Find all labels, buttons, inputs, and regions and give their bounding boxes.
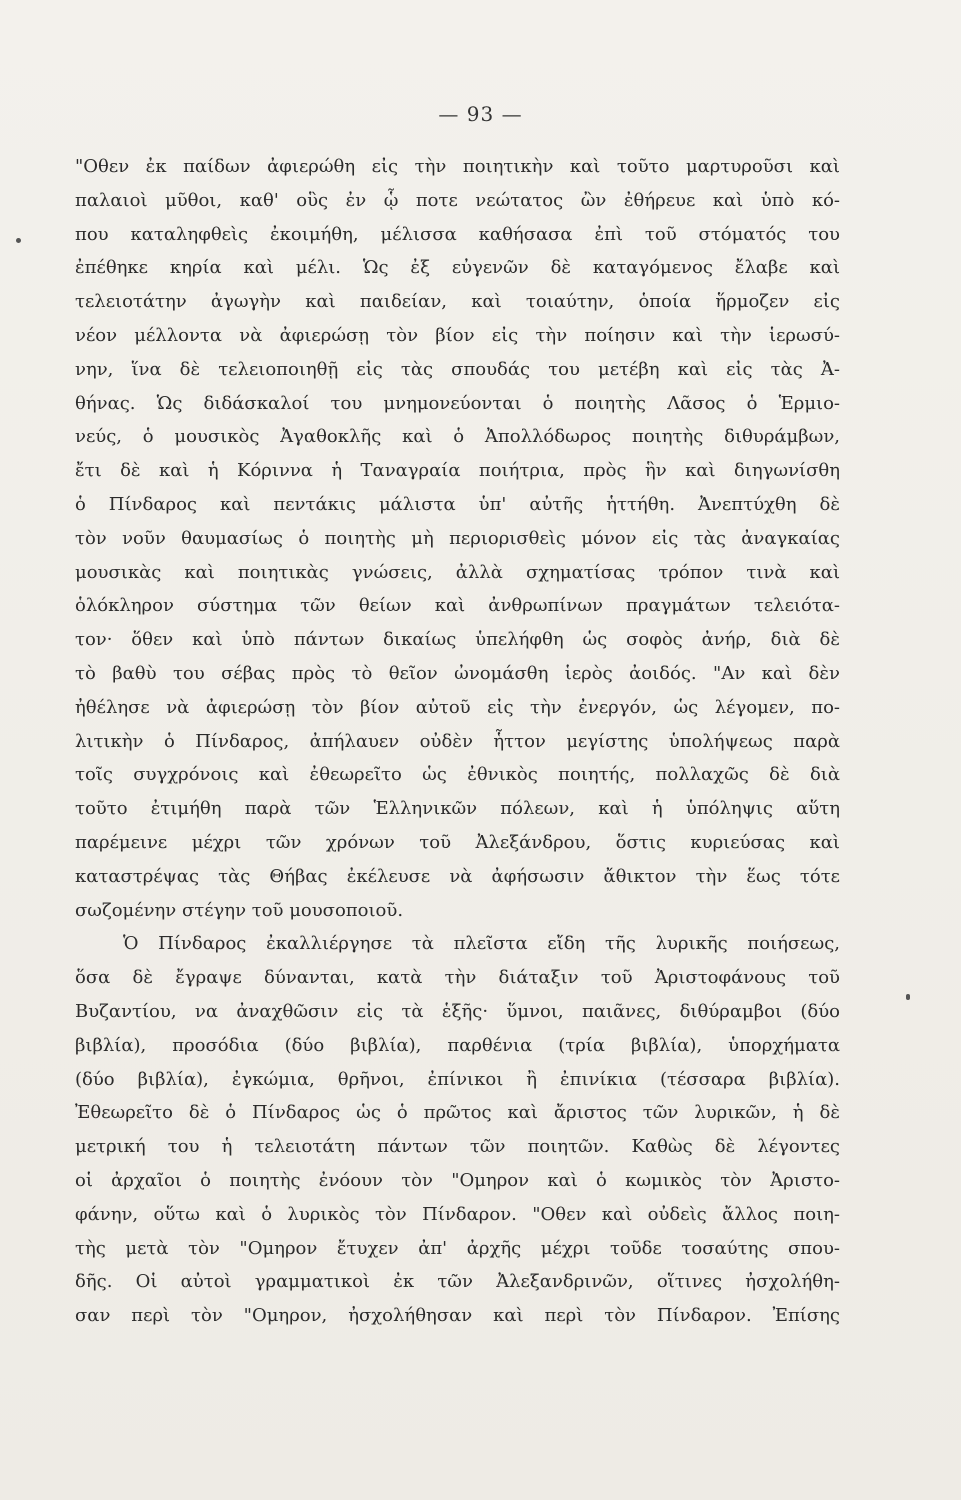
text-line: τὸ βαθὺ του σέβας πρὸς τὸ θεῖον ὠνομάσθη ἱερὸς ἀοιδός. "Αν καὶ δὲν xyxy=(75,662,840,684)
text-line: λιτικὴν ὁ Πίνδαρος, ἀπήλαυεν οὐδὲν ἧττον μεγίστης ὑπολήψεως παρὰ xyxy=(75,730,840,752)
text-line: που καταληφθεὶς ἐκοιμήθη, μέλισσα καθήσασα ἐπὶ τοῦ στόματός του xyxy=(75,223,840,245)
text-line: τελειοτάτην ἀγωγὴν καὶ παιδείαν, καὶ τοιαύτην, ὁποία ἥρμοζεν εἰς xyxy=(75,291,840,313)
text-line: τὴς μετὰ τὸν "Ομηρον ἔτυχεν ἀπ' ἀρχῆς μέχρι τοῦδε τοσαύτης σπου- xyxy=(75,1237,840,1259)
text-line: Ὁ Πίνδαρος ἐκαλλιέργησε τὰ πλεῖστα εἴδη τῆς λυρικῆς ποιήσεως, xyxy=(123,933,840,955)
text-line: ἔτι δὲ καὶ ἡ Κόριννα ἡ Ταναγραία ποιήτρια, πρὸς ἣν καὶ διηγωνίσθη xyxy=(75,460,840,482)
text-line: τοῦτο ἐτιμήθη παρὰ τῶν Ἑλληνικῶν πόλεων, καὶ ἡ ὑπόληψις αὕτη xyxy=(75,798,840,820)
text-line: τοῖς συγχρόνοις καὶ ἐθεωρεῖτο ὡς ἐθνικὸς ποιητής, πολλαχῶς δὲ διὰ xyxy=(75,764,840,786)
page-number: — 93 — xyxy=(438,102,523,126)
text-line: παρέμεινε μέχρι τῶν χρόνων τοῦ Ἀλεξάνδρου, ὅστις κυριεύσας καὶ xyxy=(75,831,840,853)
ink-speck xyxy=(906,994,910,1000)
text-line: "Οθεν ἐκ παίδων ἀφιερώθη εἰς τὴν ποιητικὴν καὶ τοῦτο μαρτυροῦσι καὶ xyxy=(75,156,840,177)
text-line: φάνην, οὕτω καὶ ὁ λυρικὸς τὸν Πίνδαρον. "Οθεν καὶ οὐδεὶς ἄλλος ποιη- xyxy=(75,1203,840,1225)
text-line: ἐπέθηκε κηρία καὶ μέλι. Ὡς ἐξ εὐγενῶν δὲ καταγόμενος ἔλαβε καὶ xyxy=(75,257,840,279)
text-line: νην, ἵνα δὲ τελειοποιηθῇ εἰς τὰς σπουδάς του μετέβη καὶ εἰς τὰς Ἀ- xyxy=(75,358,840,380)
text-line: νέον μέλλοντα νὰ ἀφιερώσῃ τὸν βίον εἰς τὴν ποίησιν καὶ τὴν ἱερωσύ- xyxy=(75,324,840,346)
text-line: παλαιοὶ μῦθοι, καθ' οὓς ἐν ᾧ ποτε νεώτατος ὢν ἐθήρευε καὶ ὑπὸ κό- xyxy=(75,189,840,211)
text-line: Ἐθεωρεῖτο δὲ ὁ Πίνδαρος ὡς ὁ πρῶτος καὶ ἄριστος τῶν λυρικῶν, ἡ δὲ xyxy=(75,1102,840,1124)
text-line: (δύο βιβλία), ἐγκώμια, θρῆνοι, ἐπίνικοι ἢ ἐπινίκια (τέσσαρα βιβλία). xyxy=(75,1068,840,1090)
text-line: ἠθέλησε νὰ ἀφιερώσῃ τὸν βίον αὐτοῦ εἰς τὴν ἐνεργόν, ὡς λέγομεν, πο- xyxy=(75,696,840,718)
text-line: σωζομένην στέγην τοῦ μουσοποιοῦ. xyxy=(75,899,404,921)
body-text xyxy=(75,150,840,1333)
text-line: τον· ὅθεν καὶ ὑπὸ πάντων δικαίως ὑπελήφθη ὡς σοφὸς ἀνήρ, διὰ δὲ xyxy=(75,629,840,651)
text-line: καταστρέψας τὰς Θήβας ἐκέλευσε νὰ ἀφήσωσιν ἄθικτον τὴν ἕως τότε xyxy=(75,865,840,887)
text-line: δῆς. Οἱ αὐτοὶ γραμματικοὶ ἐκ τῶν Ἀλεξανδρινῶν, οἵτινες ἠσχολήθη- xyxy=(75,1271,840,1293)
text-line: σαν περὶ τὸν "Ομηρον, ἠσχολήθησαν καὶ περὶ τὸν Πίνδαρον. Ἐπίσης xyxy=(75,1305,840,1327)
text-line: οἱ ἀρχαῖοι ὁ ποιητὴς ἐνόουν τὸν "Ομηρον καὶ ὁ κωμικὸς τὸν Ἀριστο- xyxy=(75,1169,840,1191)
ink-speck xyxy=(16,238,21,243)
text-line: νεύς, ὁ μουσικὸς Ἀγαθοκλῆς καὶ ὁ Ἀπολλόδωρος ποιητὴς διθυράμβων, xyxy=(75,426,840,448)
text-line: μετρική του ἡ τελειοτάτη πάντων τῶν ποιητῶν. Καθὼς δὲ λέγοντες xyxy=(75,1136,840,1158)
text-line: βιβλία), προσόδια (δύο βιβλία), παρθένια (τρία βιβλία), ὑπορχήματα xyxy=(75,1034,840,1056)
text-line: ὁ Πίνδαρος καὶ πεντάκις μάλιστα ὑπ' αὐτῆς ἡττήθη. Ἀνεπτύχθη δὲ xyxy=(75,493,840,515)
text-line: Βυζαντίου, να ἀναχθῶσιν εἰς τὰ ἑξῆς· ὕμνοι, παιᾶνες, διθύραμβοι (δύο xyxy=(75,1000,840,1022)
text-line: μουσικὰς καὶ ποιητικὰς γνώσεις, ἀλλὰ σχηματίσας τρόπον τινὰ καὶ xyxy=(75,561,840,583)
text-line: ὁλόκληρον σύστημα τῶν θείων καὶ ἀνθρωπίνων πραγμάτων τελειότα- xyxy=(75,595,840,617)
text-line: τὸν νοῦν θαυμασίως ὁ ποιητὴς μὴ περιορισθεὶς μόνον εἰς τὰς ἀναγκαίας xyxy=(75,527,840,549)
text-line: θήνας. Ὡς διδάσκαλοί του μνημονεύονται ὁ ποιητὴς Λᾶσος ὁ Ἑρμιο- xyxy=(75,392,840,414)
text-line: ὅσα δὲ ἔγραψε δύνανται, κατὰ τὴν διάταξιν τοῦ Ἀριστοφάνους τοῦ xyxy=(75,967,840,989)
